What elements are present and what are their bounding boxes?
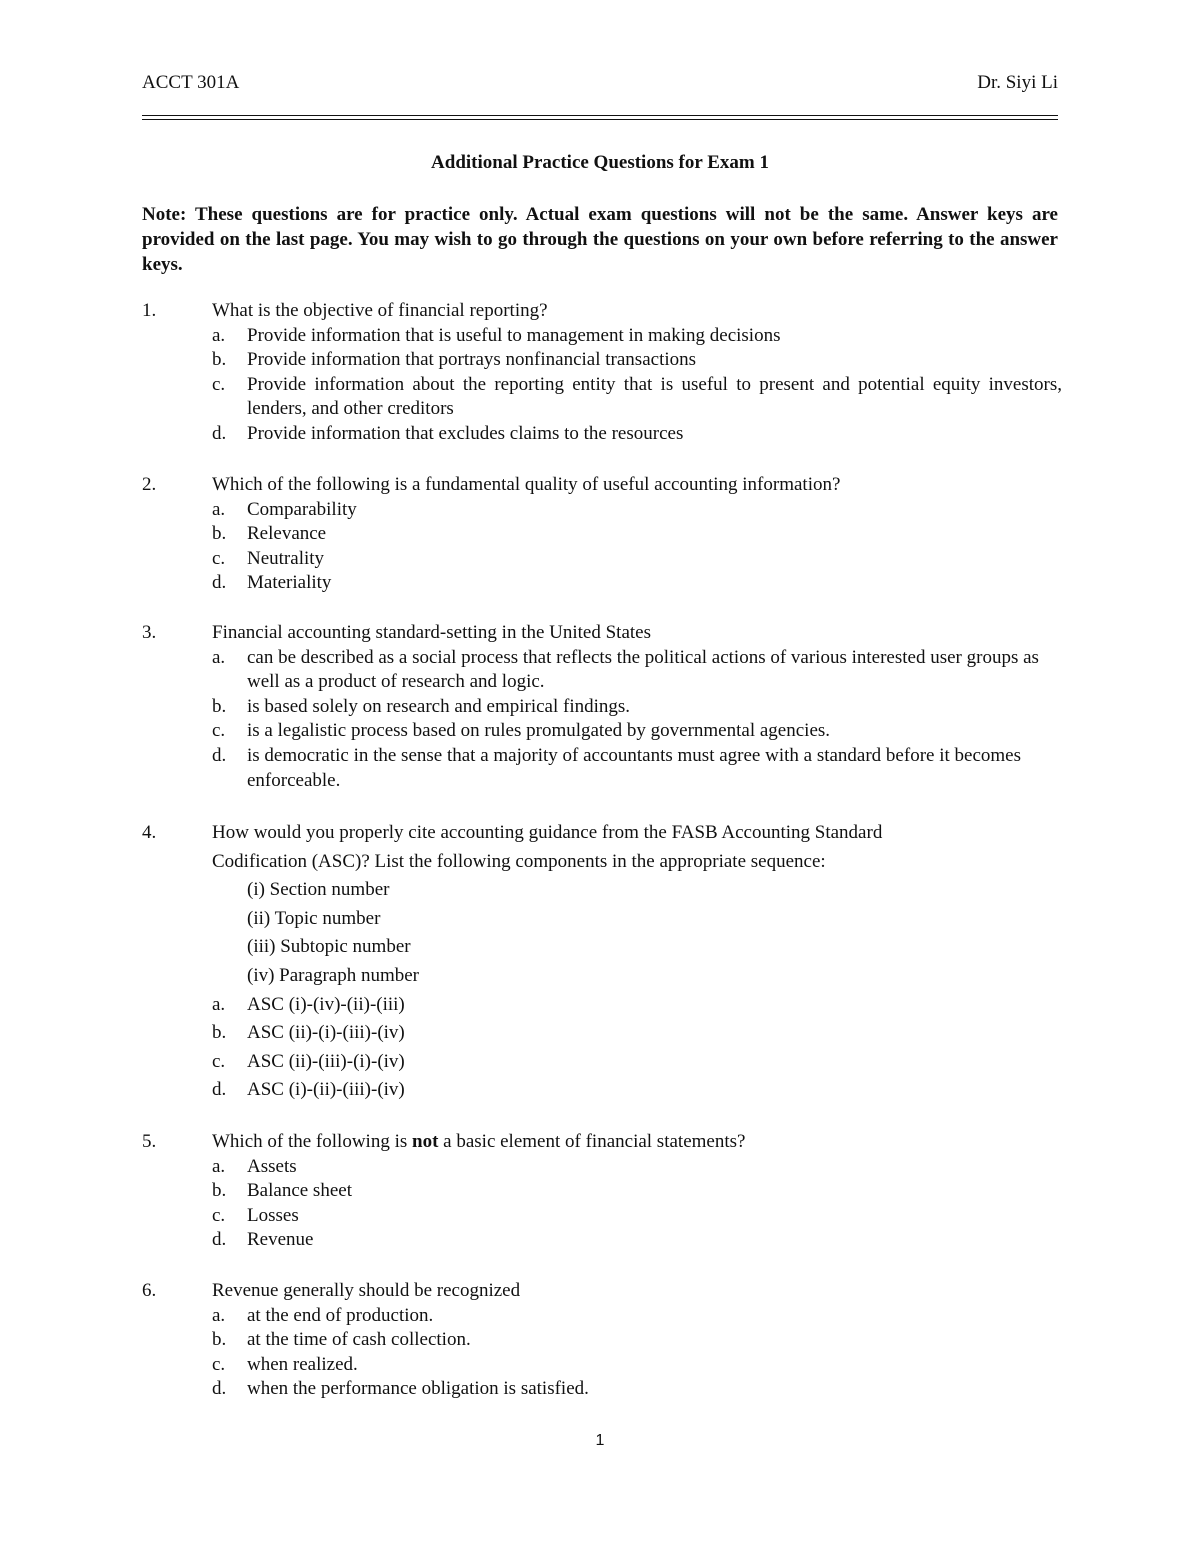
option-text: when the performance obligation is satisfied. <box>247 1378 589 1400</box>
header-rule-bottom <box>142 119 1058 120</box>
option-a <box>142 324 1062 349</box>
option-letter: b. <box>212 1329 227 1351</box>
note-paragraph: Note: These questions are for practice only. Actual exam questions will not be the same. Answer keys are provided on the last page. You may wish to go through the questions on your own before referring to the answer keys. <box>142 204 1058 275</box>
option-d <box>142 1377 1062 1402</box>
option-a <box>142 1155 1062 1180</box>
course-code: ACCT 301A <box>142 72 240 93</box>
option-d <box>142 422 1062 447</box>
option-text: Provide information that is useful to management in making decisions <box>247 324 781 346</box>
option-a <box>142 646 1062 695</box>
question-text <box>212 1130 1062 1155</box>
option-b <box>142 348 1062 373</box>
component-item: (iv) Paragraph number <box>247 964 419 986</box>
component-item: (ii) Topic number <box>247 907 381 929</box>
option-letter: d. <box>212 1378 227 1400</box>
option-a <box>142 991 1062 1020</box>
question-1 <box>142 299 1062 447</box>
question-text: Financial accounting standard-setting in the United States <box>212 622 652 643</box>
instructor-name: Dr. Siyi Li <box>977 72 1058 93</box>
header-rule-top <box>142 115 1058 116</box>
option-letter: d. <box>212 1079 227 1101</box>
question-number: 5. <box>142 1131 157 1152</box>
component-item: (iii) Subtopic number <box>247 936 411 958</box>
option-text: Relevance <box>247 523 327 545</box>
option-letter: b. <box>212 523 227 545</box>
option-text: Neutrality <box>247 547 325 569</box>
page-number: 1 <box>595 1432 605 1449</box>
option-a <box>142 498 1062 523</box>
question-text: Revenue generally should be recognized <box>212 1280 521 1301</box>
question-text: What is the objective of financial reporting? <box>212 300 548 321</box>
option-text: Revenue <box>247 1229 314 1251</box>
option-text: ASC (ii)-(i)-(iii)-(iv) <box>247 1022 405 1044</box>
option-text: ASC (ii)-(iii)-(i)-(iv) <box>247 1050 405 1072</box>
page-title: Additional Practice Questions for Exam 1 <box>431 152 769 173</box>
option-letter: b. <box>212 1022 227 1044</box>
option-letter: d. <box>212 744 227 766</box>
option-text: ASC (i)-(iv)-(ii)-(iii) <box>247 993 405 1015</box>
option-letter: b. <box>212 349 227 371</box>
question-number: 2. <box>142 474 157 495</box>
option-d <box>142 1228 1062 1253</box>
option-letter: c. <box>212 1353 226 1375</box>
option-text: ASC (i)-(ii)-(iii)-(iv) <box>247 1079 405 1101</box>
option-text: is a legalistic process based on rules promulgated by governmental agencies. <box>247 720 831 742</box>
question-text-line-1: How would you properly cite accounting guidance from the FASB Accounting Standard <box>212 822 883 843</box>
question-number: 3. <box>142 622 157 643</box>
option-letter: a. <box>212 324 226 346</box>
option-d <box>142 571 1062 596</box>
option-text: Comparability <box>247 498 357 520</box>
option-b <box>142 695 1062 720</box>
question-text-line-2: Codification (ASC)? List the following components in the appropriate sequence: <box>212 850 826 872</box>
question-text-part: a basic element of financial statements? <box>438 1131 746 1152</box>
option-b <box>142 522 1062 547</box>
option-letter: d. <box>212 422 227 444</box>
question-text-emphasis: not <box>412 1131 439 1152</box>
question-3 <box>142 621 1062 793</box>
option-letter: c. <box>212 547 226 569</box>
option-c <box>142 1204 1062 1229</box>
option-b <box>142 1179 1062 1204</box>
question-5 <box>142 1130 1062 1253</box>
question-2 <box>142 473 1062 596</box>
option-text: Balance sheet <box>247 1180 352 1202</box>
option-c <box>142 1353 1062 1378</box>
option-text: when realized. <box>247 1353 358 1375</box>
question-number: 6. <box>142 1280 157 1301</box>
option-text: at the time of cash collection. <box>247 1329 471 1351</box>
option-text: Provide information that portrays nonfinancial transactions <box>247 349 697 371</box>
option-c <box>142 719 1062 744</box>
option-text: Assets <box>247 1155 297 1177</box>
option-letter: a. <box>212 1304 226 1326</box>
component-item: (i) Section number <box>247 879 390 901</box>
option-letter: a. <box>212 646 226 668</box>
option-text: is based solely on research and empirical findings. <box>247 695 631 717</box>
option-letter: c. <box>212 720 226 742</box>
question-6 <box>142 1279 1062 1402</box>
option-d <box>142 1076 1062 1105</box>
option-b <box>142 1328 1062 1353</box>
option-letter: c. <box>212 373 226 395</box>
option-c <box>142 373 1062 422</box>
question-number: 4. <box>142 822 157 843</box>
option-text: can be described as a social process that reflects the political actions of various interested user groups as well as a product of research and logic. <box>247 646 1039 693</box>
option-b <box>142 1019 1062 1048</box>
option-text: at the end of production. <box>247 1304 434 1326</box>
option-text: Provide information about the reporting entity that is useful to present and potential equity investors, lenders, and other creditors <box>247 373 1062 420</box>
option-text: Provide information that excludes claims to the resources <box>247 422 684 444</box>
option-letter: a. <box>212 1155 226 1177</box>
question-text: Which of the following is a fundamental quality of useful accounting information? <box>212 474 841 495</box>
question-text-part: Which of the following is <box>212 1131 412 1152</box>
option-letter: d. <box>212 572 227 594</box>
option-a <box>142 1304 1062 1329</box>
question-4 <box>142 819 1062 1105</box>
option-text: Losses <box>247 1204 299 1226</box>
option-text: is democratic in the sense that a majority of accountants must agree with a standard before it becomes enforceable. <box>247 744 1021 791</box>
option-c <box>142 1048 1062 1077</box>
option-letter: a. <box>212 498 226 520</box>
option-letter: b. <box>212 695 227 717</box>
option-c <box>142 547 1062 572</box>
option-letter: c. <box>212 1204 226 1226</box>
option-letter: d. <box>212 1229 227 1251</box>
option-letter: b. <box>212 1180 227 1202</box>
option-letter: a. <box>212 993 226 1015</box>
question-number: 1. <box>142 300 157 321</box>
option-text: Materiality <box>247 572 332 594</box>
option-d <box>142 744 1062 793</box>
option-letter: c. <box>212 1050 226 1072</box>
